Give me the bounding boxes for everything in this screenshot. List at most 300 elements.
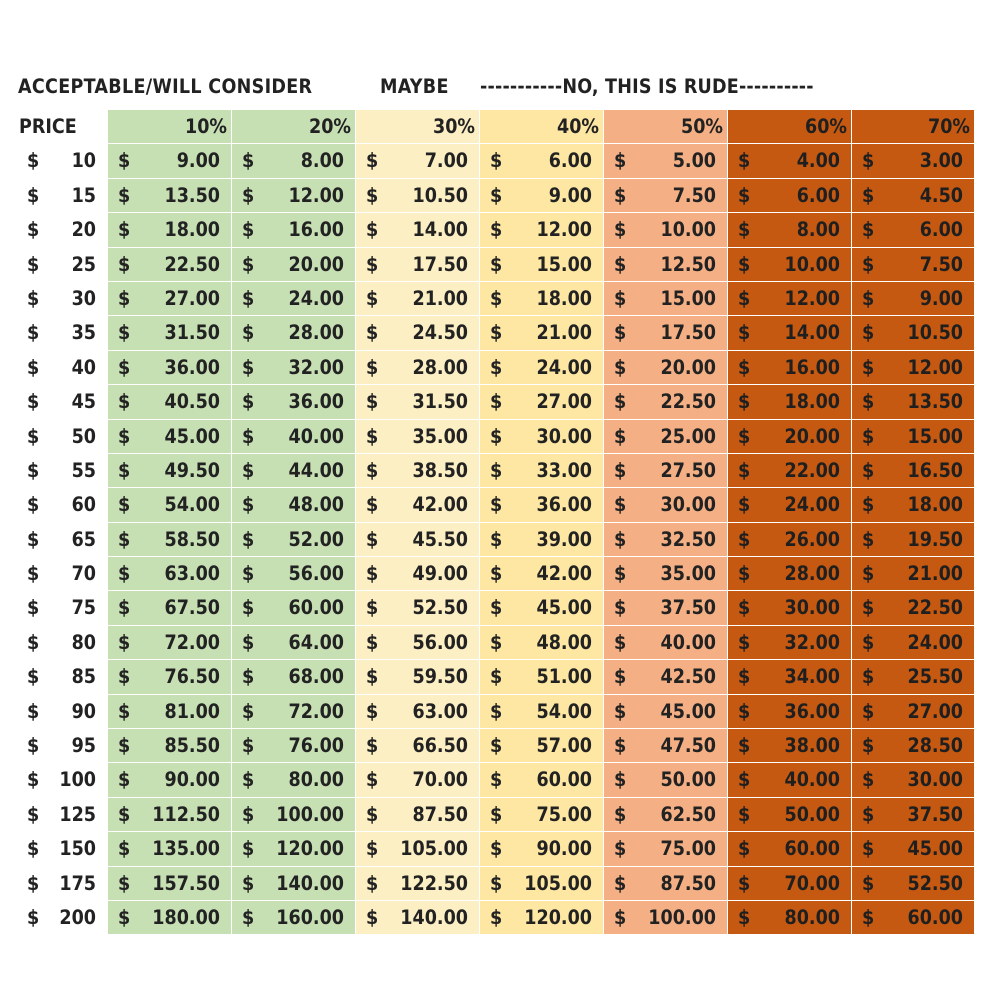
offer-cell bbox=[232, 282, 356, 316]
dollar-sign: $ bbox=[366, 218, 379, 242]
offer-cell bbox=[232, 179, 356, 213]
offer-value: 72.00 bbox=[164, 630, 220, 654]
offer-cell bbox=[108, 695, 232, 729]
offer-value: 60.00 bbox=[288, 596, 344, 620]
offer-value: 36.00 bbox=[164, 355, 220, 379]
offer-cell bbox=[604, 282, 728, 316]
price-cell bbox=[13, 729, 108, 763]
dollar-sign: $ bbox=[490, 527, 503, 551]
dollar-sign: $ bbox=[366, 355, 379, 379]
offer-value: 32.00 bbox=[288, 355, 344, 379]
offer-value: 47.50 bbox=[660, 734, 716, 758]
offer-value: 60.00 bbox=[907, 905, 963, 929]
dollar-sign: $ bbox=[614, 149, 627, 173]
dollar-sign: $ bbox=[614, 562, 627, 586]
offer-cell bbox=[852, 488, 975, 522]
dollar-sign: $ bbox=[738, 149, 751, 173]
price-value: 15 bbox=[71, 183, 96, 207]
dollar-sign: $ bbox=[490, 734, 503, 758]
offer-cell bbox=[232, 523, 356, 557]
offer-value: 9.00 bbox=[176, 149, 220, 173]
offer-value: 87.50 bbox=[412, 802, 468, 826]
dollar-sign: $ bbox=[614, 802, 627, 826]
offer-cell bbox=[232, 420, 356, 454]
price-cell bbox=[13, 591, 108, 625]
offer-cell bbox=[108, 763, 232, 797]
dollar-sign: $ bbox=[490, 493, 503, 517]
offer-cell bbox=[480, 523, 604, 557]
offer-cell bbox=[108, 660, 232, 694]
dollar-sign: $ bbox=[614, 768, 627, 792]
dollar-sign: $ bbox=[27, 390, 40, 414]
dollar-sign: $ bbox=[118, 149, 131, 173]
dollar-sign: $ bbox=[27, 252, 40, 276]
dollar-sign: $ bbox=[27, 527, 40, 551]
offer-value: 38.50 bbox=[412, 458, 468, 482]
dollar-sign: $ bbox=[738, 252, 751, 276]
offer-cell bbox=[108, 248, 232, 282]
offer-value: 24.00 bbox=[536, 355, 592, 379]
offer-value: 52.50 bbox=[907, 871, 963, 895]
dollar-sign: $ bbox=[862, 286, 875, 310]
price-value: 30 bbox=[71, 286, 96, 310]
dollar-sign: $ bbox=[118, 218, 131, 242]
dollar-sign: $ bbox=[738, 183, 751, 207]
offer-cell bbox=[356, 763, 480, 797]
dollar-sign: $ bbox=[490, 355, 503, 379]
dollar-sign: $ bbox=[614, 286, 627, 310]
price-cell bbox=[13, 695, 108, 729]
dollar-sign: $ bbox=[27, 630, 40, 654]
offer-cell bbox=[108, 557, 232, 591]
offer-cell bbox=[232, 557, 356, 591]
offer-value: 42.50 bbox=[660, 665, 716, 689]
dollar-sign: $ bbox=[242, 699, 255, 723]
dollar-sign: $ bbox=[118, 905, 131, 929]
offer-cell bbox=[852, 248, 975, 282]
percent-header-7 bbox=[852, 110, 975, 144]
offer-cell bbox=[604, 901, 728, 935]
dollar-sign: $ bbox=[490, 837, 503, 861]
offer-value: 12.50 bbox=[660, 252, 716, 276]
dollar-sign: $ bbox=[366, 390, 379, 414]
dollar-sign: $ bbox=[862, 424, 875, 448]
offer-value: 31.50 bbox=[412, 390, 468, 414]
offer-value: 28.00 bbox=[784, 562, 840, 586]
offer-value: 18.00 bbox=[907, 493, 963, 517]
dollar-sign: $ bbox=[862, 768, 875, 792]
dollar-sign: $ bbox=[118, 665, 131, 689]
price-value: 40 bbox=[71, 355, 96, 379]
offer-cell bbox=[480, 557, 604, 591]
offer-cell bbox=[480, 626, 604, 660]
offer-value: 6.00 bbox=[919, 218, 963, 242]
offer-value: 60.00 bbox=[536, 768, 592, 792]
offer-value: 72.00 bbox=[288, 699, 344, 723]
offer-value: 70.00 bbox=[412, 768, 468, 792]
dollar-sign: $ bbox=[614, 390, 627, 414]
dollar-sign: $ bbox=[27, 768, 40, 792]
price-cell bbox=[13, 316, 108, 350]
dollar-sign: $ bbox=[614, 596, 627, 620]
offer-value: 63.00 bbox=[412, 699, 468, 723]
price-value: 35 bbox=[71, 321, 96, 345]
price-value: 200 bbox=[59, 905, 96, 929]
percent-label: 10% bbox=[185, 115, 227, 138]
dollar-sign: $ bbox=[614, 183, 627, 207]
dollar-sign: $ bbox=[242, 286, 255, 310]
dollar-sign: $ bbox=[118, 802, 131, 826]
offer-cell bbox=[852, 832, 975, 866]
offer-cell bbox=[480, 591, 604, 625]
dollar-sign: $ bbox=[738, 905, 751, 929]
offer-value: 7.00 bbox=[424, 149, 468, 173]
offer-cell bbox=[232, 695, 356, 729]
price-cell bbox=[13, 351, 108, 385]
offer-value: 32.00 bbox=[784, 630, 840, 654]
percent-label: 60% bbox=[805, 115, 847, 138]
offer-cell bbox=[852, 282, 975, 316]
offer-value: 120.00 bbox=[524, 905, 592, 929]
offer-value: 50.00 bbox=[660, 768, 716, 792]
dollar-sign: $ bbox=[614, 321, 627, 345]
dollar-sign: $ bbox=[366, 321, 379, 345]
offer-cell bbox=[356, 832, 480, 866]
dollar-sign: $ bbox=[738, 562, 751, 586]
dollar-sign: $ bbox=[738, 699, 751, 723]
offer-value: 4.50 bbox=[919, 183, 963, 207]
offer-cell bbox=[108, 454, 232, 488]
dollar-sign: $ bbox=[738, 734, 751, 758]
offer-value: 40.00 bbox=[784, 768, 840, 792]
offer-value: 14.00 bbox=[412, 218, 468, 242]
dollar-sign: $ bbox=[366, 458, 379, 482]
offer-value: 122.50 bbox=[400, 871, 468, 895]
offer-value: 40.50 bbox=[164, 390, 220, 414]
dollar-sign: $ bbox=[738, 355, 751, 379]
offer-value: 49.50 bbox=[164, 458, 220, 482]
offer-cell bbox=[480, 420, 604, 454]
offer-value: 5.00 bbox=[672, 149, 716, 173]
dollar-sign: $ bbox=[614, 458, 627, 482]
dollar-sign: $ bbox=[242, 665, 255, 689]
offer-value: 31.50 bbox=[164, 321, 220, 345]
dollar-sign: $ bbox=[862, 252, 875, 276]
offer-cell bbox=[232, 660, 356, 694]
offer-value: 52.50 bbox=[412, 596, 468, 620]
percent-header-6 bbox=[728, 110, 852, 144]
offer-value: 37.50 bbox=[907, 802, 963, 826]
offer-cell bbox=[232, 626, 356, 660]
offer-value: 90.00 bbox=[164, 768, 220, 792]
offer-value: 21.00 bbox=[412, 286, 468, 310]
offer-value: 140.00 bbox=[276, 871, 344, 895]
offer-cell bbox=[728, 763, 852, 797]
dollar-sign: $ bbox=[862, 149, 875, 173]
dollar-sign: $ bbox=[27, 493, 40, 517]
offer-value: 24.00 bbox=[288, 286, 344, 310]
offer-value: 160.00 bbox=[276, 905, 344, 929]
offer-cell bbox=[604, 420, 728, 454]
dollar-sign: $ bbox=[862, 493, 875, 517]
offer-value: 45.00 bbox=[164, 424, 220, 448]
dollar-sign: $ bbox=[118, 390, 131, 414]
dollar-sign: $ bbox=[862, 458, 875, 482]
offer-cell bbox=[728, 282, 852, 316]
offer-cell bbox=[728, 523, 852, 557]
dollar-sign: $ bbox=[366, 493, 379, 517]
offer-value: 10.00 bbox=[784, 252, 840, 276]
offer-cell bbox=[604, 626, 728, 660]
percent-header-3 bbox=[356, 110, 480, 144]
offer-cell bbox=[728, 695, 852, 729]
price-value: 125 bbox=[59, 802, 96, 826]
offer-value: 12.00 bbox=[536, 218, 592, 242]
dollar-sign: $ bbox=[242, 493, 255, 517]
offer-value: 87.50 bbox=[660, 871, 716, 895]
offer-cell bbox=[108, 591, 232, 625]
dollar-sign: $ bbox=[27, 355, 40, 379]
offer-cell bbox=[232, 213, 356, 247]
offer-cell bbox=[108, 179, 232, 213]
dollar-sign: $ bbox=[118, 252, 131, 276]
offer-cell bbox=[480, 282, 604, 316]
price-column-header: PRICE bbox=[19, 115, 77, 138]
dollar-sign: $ bbox=[490, 699, 503, 723]
offer-cell bbox=[232, 351, 356, 385]
price-cell bbox=[13, 557, 108, 591]
offer-value: 28.00 bbox=[288, 321, 344, 345]
dollar-sign: $ bbox=[366, 665, 379, 689]
dollar-sign: $ bbox=[118, 630, 131, 654]
offer-cell bbox=[852, 385, 975, 419]
offer-cell bbox=[852, 729, 975, 763]
dollar-sign: $ bbox=[366, 871, 379, 895]
offer-cell bbox=[480, 385, 604, 419]
offer-cell bbox=[852, 867, 975, 901]
offer-cell bbox=[480, 488, 604, 522]
offer-value: 35.00 bbox=[412, 424, 468, 448]
offer-value: 157.50 bbox=[152, 871, 220, 895]
offer-value: 12.00 bbox=[907, 355, 963, 379]
dollar-sign: $ bbox=[738, 321, 751, 345]
offer-cell bbox=[852, 351, 975, 385]
dollar-sign: $ bbox=[738, 458, 751, 482]
dollar-sign: $ bbox=[614, 424, 627, 448]
offer-cell bbox=[604, 763, 728, 797]
offer-cell bbox=[232, 316, 356, 350]
price-cell bbox=[13, 454, 108, 488]
offer-value: 45.00 bbox=[660, 699, 716, 723]
dollar-sign: $ bbox=[118, 768, 131, 792]
dollar-sign: $ bbox=[27, 424, 40, 448]
dollar-sign: $ bbox=[242, 149, 255, 173]
offer-value: 28.00 bbox=[412, 355, 468, 379]
dollar-sign: $ bbox=[862, 699, 875, 723]
dollar-sign: $ bbox=[614, 493, 627, 517]
offer-value: 20.00 bbox=[660, 355, 716, 379]
offer-value: 67.50 bbox=[164, 596, 220, 620]
dollar-sign: $ bbox=[118, 424, 131, 448]
offer-value: 105.00 bbox=[524, 871, 592, 895]
offer-value: 20.00 bbox=[784, 424, 840, 448]
dollar-sign: $ bbox=[862, 802, 875, 826]
dollar-sign: $ bbox=[490, 630, 503, 654]
offer-value: 58.50 bbox=[164, 527, 220, 551]
offer-cell bbox=[232, 454, 356, 488]
offer-cell bbox=[728, 488, 852, 522]
price-value: 70 bbox=[71, 562, 96, 586]
offer-value: 40.00 bbox=[660, 630, 716, 654]
offer-value: 17.50 bbox=[412, 252, 468, 276]
price-cell bbox=[13, 385, 108, 419]
offer-cell bbox=[356, 901, 480, 935]
dollar-sign: $ bbox=[118, 871, 131, 895]
offer-value: 49.00 bbox=[412, 562, 468, 586]
offer-cell bbox=[852, 901, 975, 935]
maybe-header: MAYBE bbox=[380, 75, 449, 98]
offer-cell bbox=[108, 729, 232, 763]
offer-cell bbox=[480, 867, 604, 901]
dollar-sign: $ bbox=[366, 630, 379, 654]
offer-cell bbox=[480, 660, 604, 694]
offer-cell bbox=[728, 144, 852, 178]
offer-value: 42.00 bbox=[412, 493, 468, 517]
dollar-sign: $ bbox=[738, 802, 751, 826]
dollar-sign: $ bbox=[242, 768, 255, 792]
offer-cell bbox=[108, 282, 232, 316]
dollar-sign: $ bbox=[490, 149, 503, 173]
offer-value: 39.00 bbox=[536, 527, 592, 551]
dollar-sign: $ bbox=[27, 596, 40, 620]
offer-cell bbox=[604, 557, 728, 591]
dollar-sign: $ bbox=[27, 562, 40, 586]
offer-cell bbox=[108, 213, 232, 247]
offer-value: 9.00 bbox=[548, 183, 592, 207]
offer-value: 56.00 bbox=[412, 630, 468, 654]
price-value: 75 bbox=[71, 596, 96, 620]
offer-cell bbox=[356, 591, 480, 625]
offer-value: 52.00 bbox=[288, 527, 344, 551]
offer-value: 180.00 bbox=[152, 905, 220, 929]
offer-value: 70.00 bbox=[784, 871, 840, 895]
price-cell bbox=[13, 488, 108, 522]
offer-cell bbox=[480, 763, 604, 797]
offer-value: 36.00 bbox=[784, 699, 840, 723]
offer-value: 85.50 bbox=[164, 734, 220, 758]
offer-value: 10.50 bbox=[412, 183, 468, 207]
dollar-sign: $ bbox=[614, 699, 627, 723]
dollar-sign: $ bbox=[614, 734, 627, 758]
offer-cell bbox=[604, 488, 728, 522]
offer-cell bbox=[728, 420, 852, 454]
offer-value: 21.00 bbox=[907, 562, 963, 586]
offer-cell bbox=[604, 213, 728, 247]
percent-header-2 bbox=[232, 110, 356, 144]
offer-value: 22.50 bbox=[907, 596, 963, 620]
offer-value: 80.00 bbox=[288, 768, 344, 792]
offer-cell bbox=[852, 144, 975, 178]
dollar-sign: $ bbox=[738, 390, 751, 414]
price-cell bbox=[13, 901, 108, 935]
offer-value: 16.50 bbox=[907, 458, 963, 482]
dollar-sign: $ bbox=[490, 218, 503, 242]
dollar-sign: $ bbox=[614, 355, 627, 379]
offer-value: 30.00 bbox=[907, 768, 963, 792]
dollar-sign: $ bbox=[862, 218, 875, 242]
offer-value: 90.00 bbox=[536, 837, 592, 861]
offer-value: 30.00 bbox=[784, 596, 840, 620]
percent-label: 70% bbox=[928, 115, 970, 138]
offer-cell bbox=[108, 626, 232, 660]
offer-cell bbox=[852, 626, 975, 660]
offer-cell bbox=[728, 660, 852, 694]
dollar-sign: $ bbox=[366, 837, 379, 861]
offer-cell bbox=[356, 282, 480, 316]
offer-value: 24.00 bbox=[784, 493, 840, 517]
dollar-sign: $ bbox=[366, 562, 379, 586]
dollar-sign: $ bbox=[614, 527, 627, 551]
offer-cell bbox=[480, 179, 604, 213]
offer-value: 48.00 bbox=[536, 630, 592, 654]
dollar-sign: $ bbox=[490, 562, 503, 586]
dollar-sign: $ bbox=[27, 905, 40, 929]
price-value: 90 bbox=[71, 699, 96, 723]
offer-value: 62.50 bbox=[660, 802, 716, 826]
offer-value: 45.00 bbox=[536, 596, 592, 620]
offer-cell bbox=[852, 454, 975, 488]
offer-cell bbox=[604, 454, 728, 488]
offer-cell bbox=[852, 316, 975, 350]
offer-value: 16.00 bbox=[288, 218, 344, 242]
offer-value: 63.00 bbox=[164, 562, 220, 586]
dollar-sign: $ bbox=[614, 837, 627, 861]
acceptable-header: ACCEPTABLE/WILL CONSIDER bbox=[18, 75, 313, 98]
dollar-sign: $ bbox=[490, 665, 503, 689]
offer-cell bbox=[728, 591, 852, 625]
offer-value: 32.50 bbox=[660, 527, 716, 551]
offer-cell bbox=[852, 660, 975, 694]
offer-cell bbox=[108, 832, 232, 866]
dollar-sign: $ bbox=[738, 527, 751, 551]
offer-cell bbox=[852, 557, 975, 591]
offer-value: 18.00 bbox=[164, 218, 220, 242]
dollar-sign: $ bbox=[27, 458, 40, 482]
offer-cell bbox=[728, 179, 852, 213]
offer-cell bbox=[604, 695, 728, 729]
dollar-sign: $ bbox=[862, 837, 875, 861]
price-value: 20 bbox=[71, 218, 96, 242]
offer-value: 3.00 bbox=[919, 149, 963, 173]
dollar-sign: $ bbox=[27, 321, 40, 345]
offer-cell bbox=[232, 867, 356, 901]
offer-cell bbox=[108, 523, 232, 557]
offer-cell bbox=[604, 316, 728, 350]
dollar-sign: $ bbox=[118, 183, 131, 207]
dollar-sign: $ bbox=[242, 905, 255, 929]
offer-value: 45.00 bbox=[907, 837, 963, 861]
dollar-sign: $ bbox=[490, 802, 503, 826]
offer-cell bbox=[480, 798, 604, 832]
dollar-sign: $ bbox=[118, 527, 131, 551]
offer-cell bbox=[604, 523, 728, 557]
offer-cell bbox=[728, 385, 852, 419]
offer-cell bbox=[232, 385, 356, 419]
offer-cell bbox=[108, 351, 232, 385]
offer-cell bbox=[604, 832, 728, 866]
offer-value: 27.00 bbox=[164, 286, 220, 310]
dollar-sign: $ bbox=[366, 183, 379, 207]
